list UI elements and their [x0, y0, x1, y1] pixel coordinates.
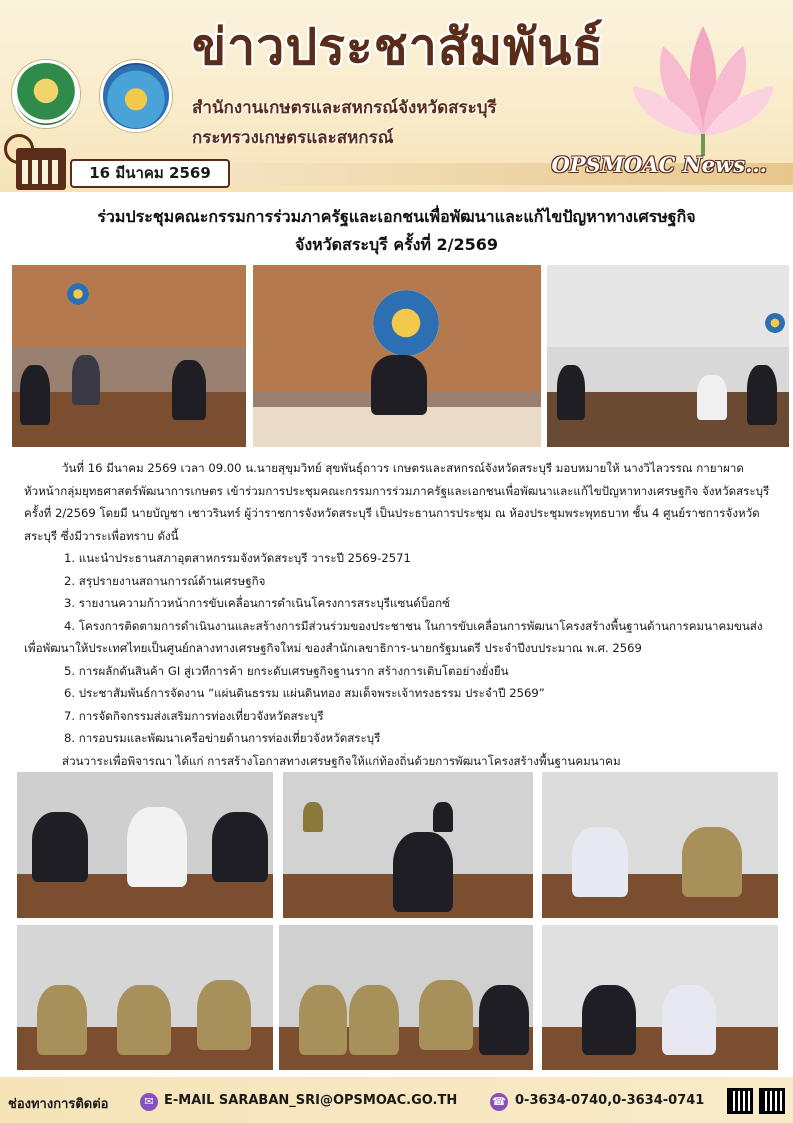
article-intro: วันที่ 16 มีนาคม 2569 เวลา 09.00 น.นายสุขุมวิทย์ สุขพันธุ์ถาวร เกษตรและสหกรณ์จังหวัดสระบุรี มอบหมายให้ นางวิไลวรรณ กายาผาด หัวหน้ากลุ่มยุทธศาสตร์พัฒนาการเกษตร เข้าร่วมการประชุมคณะกรรมการร่วมภาครัฐและเอกชนเพื่อพัฒนาและแก้ไขปัญหาทางเศรษฐกิจ จังหวัดสระบุรี ครั้งที่ 2/2569 โดยมี นายบัญชา เชาวรินทร์ ผู้ว่าราชการจังหวัดสระบุรี เป็นประธานการประชุม ณ ห้องประชุมพระพุทธบาท ชั้น 4 ศูนย์ราชการจังหวัดสระบุรี ซึ่งมีวาระเพื่อทราบ ดังนี้ [24, 461, 770, 543]
article-closing: ส่วนวาระเพื่อพิจารณา ได้แก่ การสร้างโอกาสทางเศรษฐกิจให้แก่ท้องถิ่นด้วยการพัฒนาโครงสร้างพื้นฐานคมนาคม [62, 753, 621, 768]
headline [20, 203, 773, 259]
qr-code[interactable] [727, 1088, 753, 1114]
contact-phone[interactable]: 0-3634-0740,0-3634-0741 [515, 1093, 705, 1108]
list-item: 2. สรุปรายงานสถานการณ์ด้านเศรษฐกิจ [64, 573, 266, 588]
phone-icon: ☎ [490, 1093, 508, 1111]
headline-line2: จังหวัดสระบุรี ครั้งที่ 2/2569 [294, 235, 499, 254]
ministry-logo [12, 60, 80, 128]
contact-label: ช่องทางการติดต่อ [8, 1097, 109, 1112]
photo-meeting-3 [547, 265, 789, 447]
photo-meeting-6 [542, 772, 778, 918]
photo-meeting-5 [283, 772, 533, 918]
date-label: 16 มีนาคม 2569 [70, 159, 230, 188]
list-item: 6. ประชาสัมพันธ์การจัดงาน “แผ่นดินธรรม แผ่นดินทอง สมเด็จพระเจ้าทรงธรรม ประจำปี 2569” [64, 686, 545, 700]
office-name: สำนักงานเกษตรและสหกรณ์จังหวัดสระบุรี [192, 98, 497, 118]
list-item: 3. รายงานความก้าวหน้าการขับเคลื่อนการดำเนินโครงการสระบุรีแซนด์บ็อกซ์ [64, 596, 451, 610]
list-item: 4. โครงการติดตามการดำเนินงานและสร้างการมีส่วนร่วมของประชาชน ในการขับเคลื่อนการพัฒนาโครงสร้างพื้นฐานด้านการคมนาคมขนส่ง เพื่อพัฒนาให้ประเทศไทยเป็นศูนย์กลางทางเศรษฐกิจใหม่ ของสำนักเลขาธิการ-นายกรัฐมนตรี ประจำปีงบประมาณ พ.ศ. 2569 [24, 618, 763, 655]
photo-meeting-8 [279, 925, 533, 1070]
list-item: 7. การจัดกิจกรรมส่งเสริมการท่องเที่ยวจังหวัดสระบุรี [64, 708, 324, 723]
calendar-icon [16, 148, 66, 190]
photo-meeting-7 [17, 925, 273, 1070]
list-item: 8. การอบรมและพัฒนาเครือข่ายด้านการท่องเที่ยวจังหวัดสระบุรี [64, 731, 381, 745]
mail-icon: ✉ [140, 1093, 158, 1111]
brand-text: OPSMOAC News... [551, 152, 767, 177]
province-logo [100, 60, 172, 132]
lotus-icon [628, 6, 778, 156]
photo-meeting-1 [12, 265, 246, 447]
page-title: ข่าวประชาสัมพันธ์ [192, 18, 604, 76]
qr-code[interactable] [759, 1088, 785, 1114]
photo-meeting-9 [542, 925, 778, 1070]
ministry-name: กระทรวงเกษตรและสหกรณ์ [192, 128, 394, 148]
list-item: 5. การผลักดันสินค้า GI สู่เวทีการค้า ยกระดับเศรษฐกิจฐานราก สร้างการเติบโตอย่างยั่งยืน [64, 663, 509, 678]
photo-meeting-4 [17, 772, 273, 918]
contact-email[interactable]: E-MAIL SARABAN_SRI@OPSMOAC.GO.TH [164, 1093, 458, 1108]
headline-line1: ร่วมประชุมคณะกรรมการร่วมภาครัฐและเอกชนเพื่อพัฒนาและแก้ไขปัญหาทางเศรษฐกิจ [97, 207, 696, 226]
photo-meeting-2 [253, 265, 541, 447]
list-item: 1. แนะนำประธานสภาอุตสาหกรรมจังหวัดสระบุรี วาระปี 2569-2571 [64, 551, 411, 565]
article-body [24, 457, 772, 772]
